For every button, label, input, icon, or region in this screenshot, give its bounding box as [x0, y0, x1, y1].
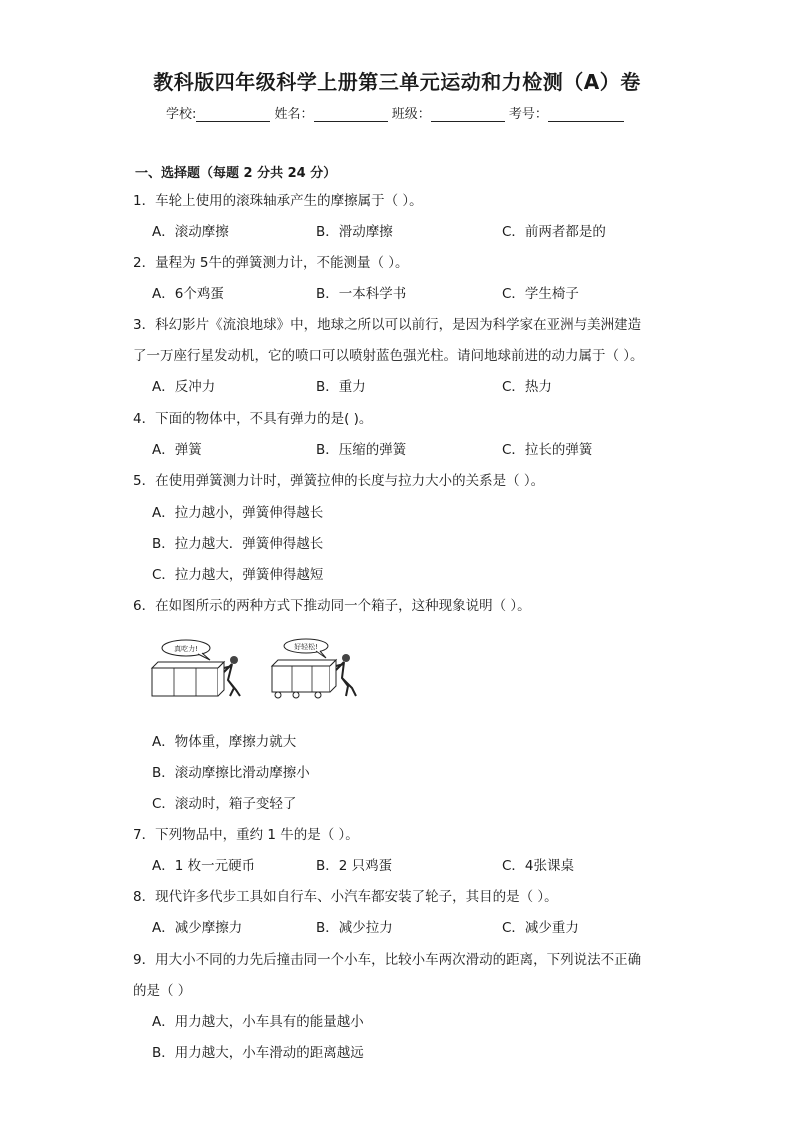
question-8: 8．现代许多代步工具如自行车、小汽车都安装了轮子，其目的是（ ）。 — [133, 889, 558, 905]
q2-option-b: B．一本科学书 — [316, 286, 407, 302]
section-heading: 一、选择题（每题 2 分共 24 分） — [135, 166, 337, 181]
q1-option-c: C．前两者都是的 — [502, 224, 606, 240]
q9-option-b: B．用力越大，小车滑动的距离越远 — [152, 1045, 364, 1061]
number-label: 考号： — [508, 107, 548, 122]
q6-option-a: A．物体重，摩擦力就大 — [152, 734, 297, 750]
q1-option-a: A．滚动摩擦 — [152, 224, 229, 240]
q8-option-c: C．减少重力 — [502, 920, 579, 936]
school-label: 学校: — [166, 107, 197, 122]
q4-option-c: C．拉长的弹簧 — [502, 442, 593, 458]
rolling-box-scene — [272, 639, 356, 698]
sliding-box-scene — [152, 640, 240, 696]
q3-option-a: A．反冲力 — [152, 379, 216, 395]
q3-option-c: C．热力 — [502, 379, 552, 395]
school-blank — [196, 106, 270, 122]
name-label: 姓名： — [274, 107, 314, 122]
wheel-icon — [293, 692, 299, 698]
wheel-icon — [315, 692, 321, 698]
q5-option-a: A．拉力越小，弹簧伸得越长 — [152, 505, 324, 521]
bubble-right-text: 好轻松! — [294, 643, 318, 651]
q2-option-c: C．学生椅子 — [502, 286, 579, 302]
q7-option-b: B．2 只鸡蛋 — [316, 858, 393, 874]
q6-option-b: B．滚动摩擦比滑动摩擦小 — [152, 765, 310, 781]
q9-option-a: A．用力越大，小车具有的能量越小 — [152, 1014, 364, 1030]
question-2: 2．量程为 5牛的弹簧测力计，不能测量（ ）。 — [133, 255, 409, 271]
q7-option-c: C．4张课桌 — [502, 858, 575, 874]
question-6: 6．在如图所示的两种方式下推动同一个箱子，这种现象说明（ ）。 — [133, 598, 531, 614]
q5-option-c: C．拉力越大，弹簧伸得越短 — [152, 567, 324, 583]
q4-option-a: A．弹簧 — [152, 442, 202, 458]
q4-option-b: B．压缩的弹簧 — [316, 442, 407, 458]
exam-title: 教科版四年级科学上册第三单元运动和力检测（A）卷 — [153, 70, 641, 94]
class-blank — [431, 106, 505, 122]
question-9: 9．用大小不同的力先后撞击同一个小车，比较小车两次滑动的距离，下列说法不正确 — [133, 952, 642, 968]
q3-option-b: B．重力 — [316, 379, 366, 395]
name-blank — [314, 106, 388, 122]
question-7: 7．下列物品中，重约 1 牛的是（ ）。 — [133, 827, 359, 843]
number-blank — [548, 106, 624, 122]
q1-option-b: B．滑动摩擦 — [316, 224, 393, 240]
bubble-left-text: 真吃力! — [174, 645, 198, 653]
q8-option-a: A．减少摩擦力 — [152, 920, 243, 936]
class-label: 班级： — [391, 107, 431, 122]
question-4: 4．下面的物体中，不具有弹力的是( )。 — [133, 411, 373, 427]
box-pushing-illustration — [148, 638, 368, 702]
q8-option-b: B．减少拉力 — [316, 920, 393, 936]
question-5: 5．在使用弹簧测力计时，弹簧拉伸的长度与拉力大小的关系是（ ）。 — [133, 473, 545, 489]
question-9-cont: 的是（ ） — [133, 983, 192, 999]
q5-option-b: B．拉力越大．弹簧伸得越长 — [152, 536, 324, 552]
q6-option-c: C．滚动时，箱子变轻了 — [152, 796, 297, 812]
question-3-cont: 了一万座行星发动机，它的喷口可以喷射蓝色强光柱。请问地球前进的动力属于（ ）。 — [133, 348, 644, 364]
question-3: 3．科幻影片《流浪地球》中，地球之所以可以前行，是因为科学家在亚洲与美洲建造 — [133, 317, 642, 333]
q2-option-a: A．6个鸡蛋 — [152, 286, 224, 302]
question-1: 1．车轮上使用的滚珠轴承产生的摩擦属于（ ）。 — [133, 193, 423, 209]
q7-option-a: A．1 枚一元硬币 — [152, 858, 256, 874]
wheel-icon — [275, 692, 281, 698]
student-info-row — [166, 103, 624, 122]
